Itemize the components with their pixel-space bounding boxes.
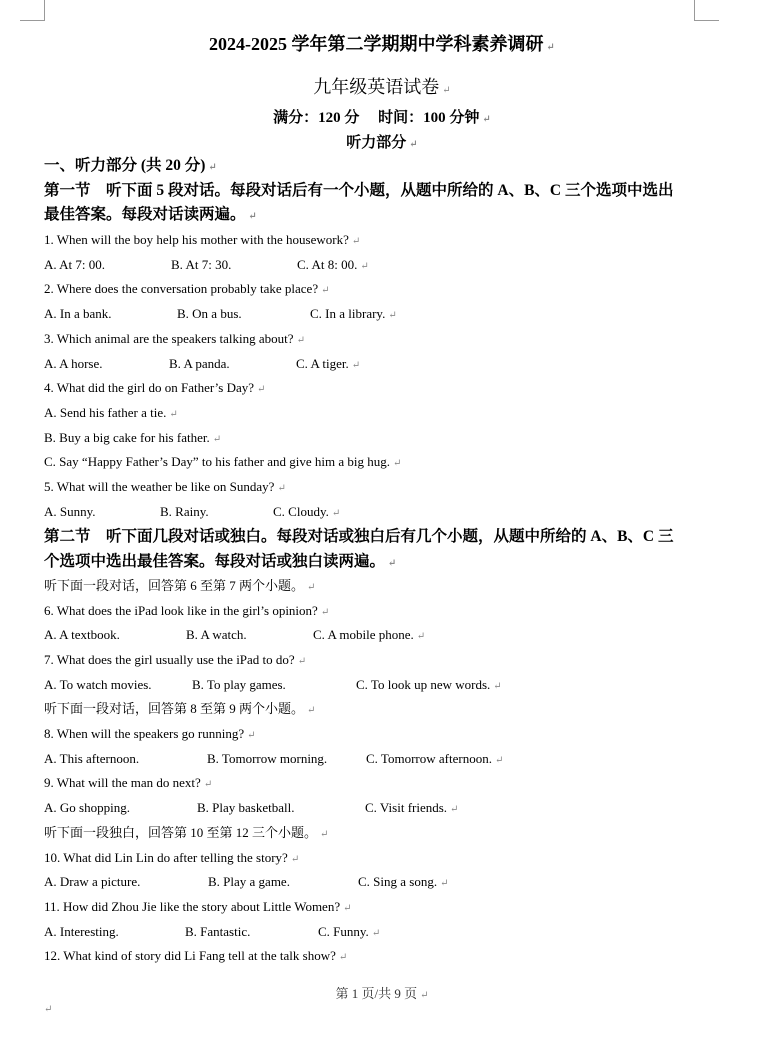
q3-option-c: C. A tiger. ↵ bbox=[296, 356, 361, 371]
page-subtitle: 九年级英语试卷 ↵ bbox=[313, 77, 451, 97]
q10-option-c: C. Sing a song. ↵ bbox=[358, 874, 449, 889]
q1-option-a: A. At 7: 00. bbox=[44, 257, 106, 272]
part2-instruction-line2: 个选项中选出最佳答案。每段对话或独白读两遍。 ↵ bbox=[44, 553, 397, 570]
q11-option-b: B. Fantastic. bbox=[185, 924, 251, 939]
q7-option-c: C. To look up new words. ↵ bbox=[356, 677, 502, 692]
q3-option-b: B. A panda. bbox=[169, 356, 230, 371]
q10-option-a: A. Draw a picture. bbox=[44, 874, 141, 889]
q6-option-b: B. A watch. bbox=[186, 627, 247, 642]
q1-option-c: C. At 8: 00. ↵ bbox=[297, 257, 369, 272]
question-12: 12. What kind of story did Li Fang tell at the talk show? ↵ bbox=[44, 948, 348, 963]
question-3: 3. Which animal are the speakers talking about? ↵ bbox=[44, 331, 305, 346]
part1-instruction-line2: 最佳答案。每段对话读两遍。 ↵ bbox=[44, 206, 257, 223]
q5-option-b: B. Rainy. bbox=[160, 504, 209, 519]
q9-option-b: B. Play basketball. bbox=[197, 800, 295, 815]
page-title: 2024-2025 学年第二学期期中学科素养调研 ↵ bbox=[209, 34, 555, 54]
part1-instruction-line1: 第一节 听下面 5 段对话。每段对话后有一个小题，从题中所给的 A、B、C 三个选项中选出 bbox=[44, 182, 674, 199]
q11-option-c: C. Funny. ↵ bbox=[318, 924, 381, 939]
q8-option-c: C. Tomorrow afternoon. ↵ bbox=[366, 751, 504, 766]
trailing-paragraph-mark: ↵ bbox=[44, 1004, 53, 1015]
q10-option-b: B. Play a game. bbox=[208, 874, 290, 889]
q7-option-a: A. To watch movies. bbox=[44, 677, 152, 692]
q8-option-a: A. This afternoon. bbox=[44, 751, 140, 766]
q9-option-c: C. Visit friends. ↵ bbox=[365, 800, 459, 815]
question-5: 5. What will the weather be like on Sunday? ↵ bbox=[44, 479, 286, 494]
q2-option-c: C. In a library. ↵ bbox=[310, 306, 397, 321]
q3-option-a: A. A horse. bbox=[44, 356, 103, 371]
part2-intro-2: 听下面一段对话，回答第 8 至第 9 两个小题。 ↵ bbox=[44, 701, 316, 716]
question-7: 7. What does the girl usually use the iPad to do? ↵ bbox=[44, 652, 307, 667]
question-8: 8. When will the speakers go running? ↵ bbox=[44, 726, 256, 741]
q5-option-a: A. Sunny. bbox=[44, 504, 96, 519]
question-9: 9. What will the man do next? ↵ bbox=[44, 775, 213, 790]
q11-option-a: A. Interesting. bbox=[44, 924, 119, 939]
part2-instruction-line1: 第二节 听下面几段对话或独白。每段对话或独白后有几个小题，从题中所给的 A、B、C 三 bbox=[44, 528, 674, 545]
crop-mark-top-left bbox=[20, 0, 45, 21]
score-time: 满分：120 分 时间：100 分钟 ↵ bbox=[273, 110, 491, 126]
q6-option-c: C. A mobile phone. ↵ bbox=[313, 627, 426, 642]
question-4: 4. What did the girl do on Father’s Day? ↵ bbox=[44, 380, 266, 395]
part2-intro-3: 听下面一段独白，回答第 10 至第 12 三个小题。 ↵ bbox=[44, 825, 329, 840]
q7-option-b: B. To play games. bbox=[192, 677, 286, 692]
q4-option-b: B. Buy a big cake for his father. ↵ bbox=[44, 430, 222, 445]
question-6: 6. What does the iPad look like in the girl’s opinion? ↵ bbox=[44, 603, 330, 618]
part-name: 听力部分 ↵ bbox=[346, 135, 418, 151]
q5-option-c: C. Cloudy. ↵ bbox=[273, 504, 341, 519]
part2-intro-1: 听下面一段对话，回答第 6 至第 7 两个小题。 ↵ bbox=[44, 578, 316, 593]
page-footer: 第 1 页/共 9 页 ↵ bbox=[335, 986, 429, 1001]
question-10: 10. What did Lin Lin do after telling the story? ↵ bbox=[44, 850, 300, 865]
q4-option-a: A. Send his father a tie. ↵ bbox=[44, 405, 178, 420]
question-1: 1. When will the boy help his mother with the housework? ↵ bbox=[44, 232, 361, 247]
q2-option-a: A. In a bank. bbox=[44, 306, 112, 321]
q9-option-a: A. Go shopping. bbox=[44, 800, 130, 815]
q8-option-b: B. Tomorrow morning. bbox=[207, 751, 328, 766]
q1-option-b: B. At 7: 30. bbox=[171, 257, 232, 272]
q2-option-b: B. On a bus. bbox=[177, 306, 242, 321]
question-11: 11. How did Zhou Jie like the story about Little Women? ↵ bbox=[44, 899, 352, 914]
q6-option-a: A. A textbook. bbox=[44, 627, 120, 642]
section-title: 一、听力部分 (共 20 分) ↵ bbox=[44, 157, 217, 174]
question-2: 2. Where does the conversation probably take place? ↵ bbox=[44, 281, 330, 296]
crop-mark-top-right bbox=[694, 0, 719, 21]
q4-option-c: C. Say “Happy Father’s Day” to his father and give him a big hug. ↵ bbox=[44, 454, 402, 469]
